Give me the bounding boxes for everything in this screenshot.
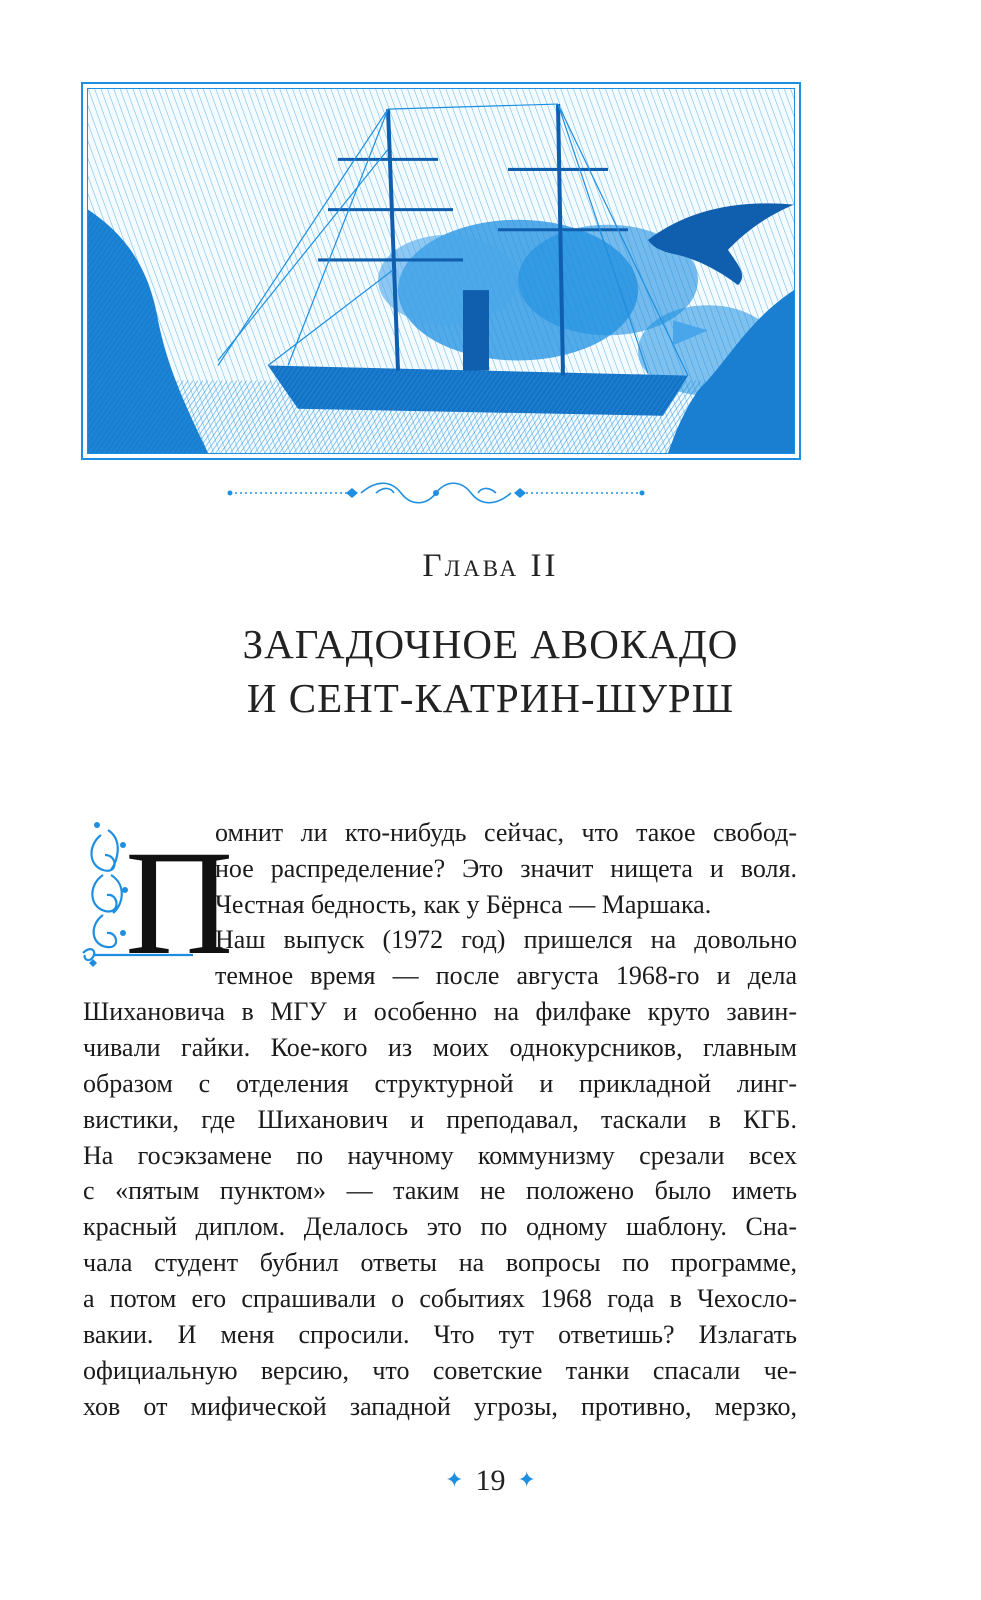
steamship-engraving — [88, 89, 794, 453]
text-line: официальную версию, что советские танки спасали че- — [83, 1356, 797, 1385]
ship-funnel — [463, 290, 489, 370]
text-line: темное время — после августа 1968-го и дела — [215, 961, 797, 990]
text-line: Шихановича в МГУ и особенно на филфаке круто завин- — [83, 997, 797, 1026]
text-line: вистики, где Шиханович и преподавал, таскали в КГБ. — [83, 1105, 797, 1134]
diamond-ornament-icon: ✦ — [445, 1467, 464, 1492]
diamond-ornament-icon: ✦ — [517, 1467, 536, 1492]
text-line: красный диплом. Делалось это по одному шаблону. Сна- — [83, 1212, 797, 1241]
text-line: чивали гайки. Кое-кого из моих однокурсников, главным — [83, 1033, 797, 1062]
drop-cap — [83, 815, 234, 986]
chapter-label: Глава II — [422, 548, 559, 584]
text-line: омнит ли кто-нибудь сейчас, что такое свобод- — [215, 818, 797, 847]
text-line: На госэкзамене по научному коммунизму срезали всех — [83, 1141, 797, 1170]
text-line: а потом его спрашивали о событиях 1968 года в Чехосло- — [83, 1284, 797, 1313]
drop-cap-letter: П — [125, 820, 234, 986]
chapter-title-line-2: И СЕНТ-КАТРИН-ШУРШ — [246, 675, 735, 721]
chapter-title — [0, 617, 981, 725]
text-line: вакии. И меня спросили. Что тут ответишь? Излагать — [83, 1320, 797, 1349]
text-line: Наш выпуск (1972 год) пришелся на довольно — [215, 925, 797, 954]
text-line: ное распределение? Это значит нищета и воля. — [215, 854, 797, 883]
page-number: 19 — [475, 1464, 506, 1497]
illustration-frame — [87, 88, 795, 454]
chapter-title-line-1: ЗАГАДОЧНОЕ АВОКАДО — [242, 621, 739, 667]
chapter-illustration — [81, 82, 801, 460]
text-line: чала студент бубнил ответы на вопросы по программе, — [83, 1248, 797, 1277]
text-line: хов от мифической западной угрозы, противно, мерзко, — [83, 1392, 797, 1421]
text-line: с «пятым пунктом» — таким не положено было иметь — [83, 1176, 797, 1205]
page-footer — [0, 1464, 981, 1498]
ornamental-divider — [226, 474, 646, 512]
text-line: образом с отделения структурной и прикладной линг- — [83, 1069, 797, 1098]
text-line: Честная бедность, как у Бёрнса — Маршака. — [215, 890, 712, 919]
